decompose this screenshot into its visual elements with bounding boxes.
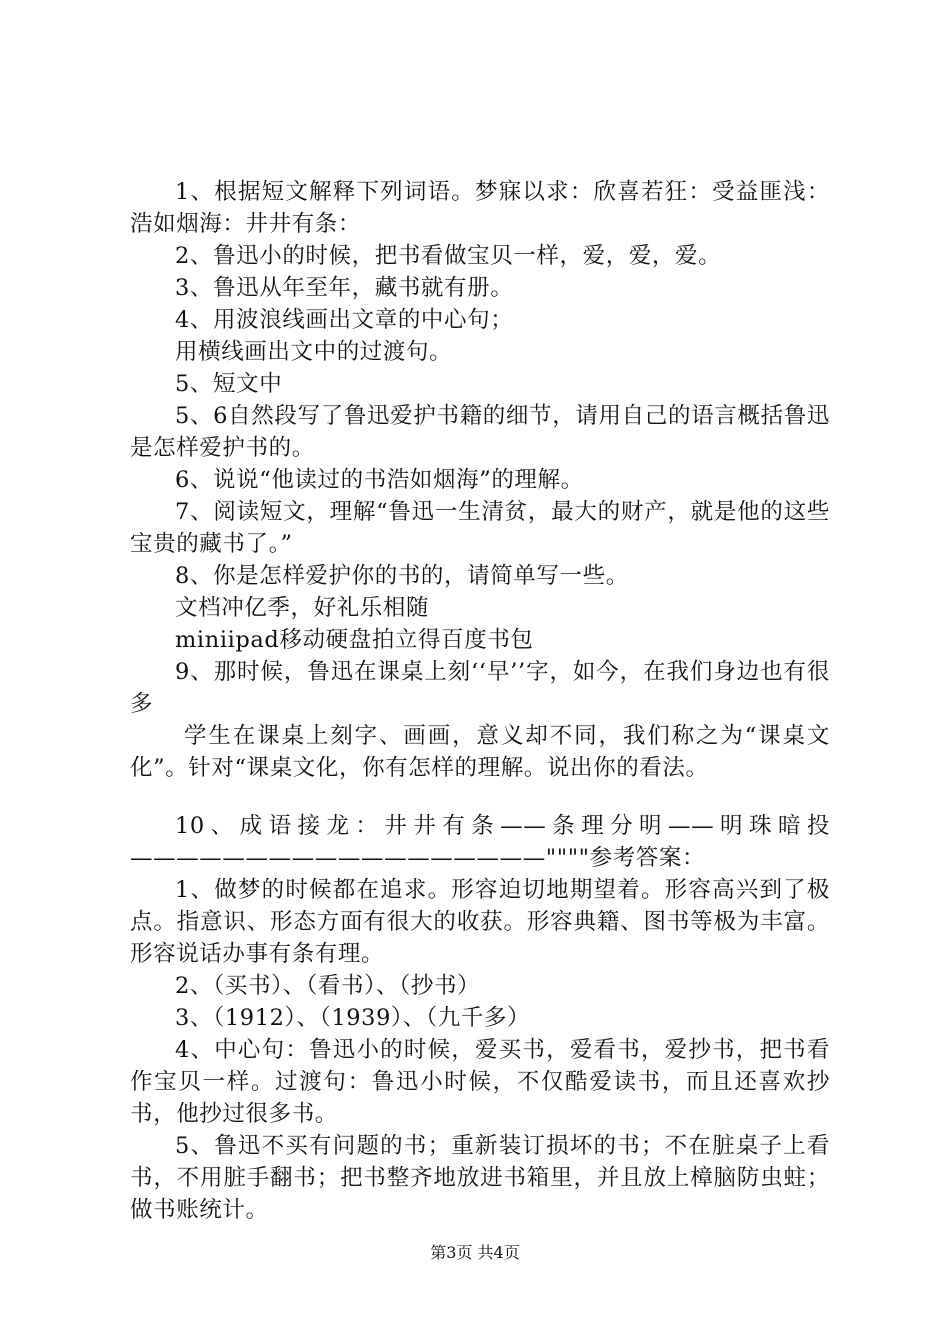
question-4: 4、用波浪线画出文章的中心句； bbox=[175, 307, 514, 333]
question-10: 10、成语接龙：井井有条——条理分明——明珠暗投——————————————————""""参考答案： bbox=[130, 813, 830, 871]
question-9: 9、那时候，鲁迅在课桌上刻‘‘早’’字，如今，在我们身边也有很多 bbox=[130, 659, 830, 717]
page-number: 第3页 共4页 bbox=[430, 1243, 520, 1262]
question-9-continued: 学生在课桌上刻字、画画，意义却不同，我们称之为“课桌文化”。针对“课桌文化，你有怎样的理解。说出你的看法。 bbox=[130, 723, 830, 781]
document-body bbox=[130, 176, 830, 1226]
question-2: 2、鲁迅小的时候，把书看做宝贝一样，爱，爱，爱。 bbox=[175, 243, 722, 269]
answer-4: 4、中心句：鲁迅小的时候，爱买书，爱看书，爱抄书，把书看作宝贝一样。过渡句：鲁迅小时候，不仅酷爱读书，而且还喜欢抄书，他抄过很多书。 bbox=[130, 1037, 830, 1127]
question-5: 5、短文中 bbox=[175, 371, 283, 397]
question-3: 3、鲁迅从年至年，藏书就有册。 bbox=[175, 275, 514, 301]
question-8: 8、你是怎样爱护你的书的，请简单写一些。 bbox=[175, 563, 629, 589]
question-5-continued: 5、6自然段写了鲁迅爱护书籍的细节，请用自己的语言概括鲁迅是怎样爱护书的。 bbox=[130, 403, 830, 461]
question-7: 7、阅读短文，理解“鲁迅一生清贫，最大的财产，就是他的这些宝贵的藏书了。” bbox=[130, 499, 830, 557]
answer-3: 3、（1912）、（1939）、（九千多） bbox=[175, 1005, 531, 1031]
answer-5: 5、鲁迅不买有问题的书；重新装订损坏的书；不在脏桌子上看书，不用脏手翻书；把书整齐地放进书箱里，并且放上樟脑防虫蛀；做书账统计。 bbox=[130, 1133, 830, 1223]
question-1: 1、根据短文解释下列词语。梦寐以求：欣喜若狂：受益匪浅：浩如烟海：井井有条： bbox=[130, 179, 830, 237]
question-4-continued: 用横线画出文中的过渡句。 bbox=[175, 339, 453, 365]
answer-1: 1、做梦的时候都在追求。形容迫切地期望着。形容高兴到了极点。指意识、形态方面有很大的收获。形容典籍、图书等极为丰富。形容说话办事有条有理。 bbox=[130, 877, 830, 967]
ad-line-1: 文档冲亿季，好礼乐相随 bbox=[175, 595, 430, 621]
question-6: 6、说说“他读过的书浩如烟海”的理解。 bbox=[175, 467, 584, 493]
answer-2: 2、（买书）、（看书）、（抄书） bbox=[175, 973, 481, 999]
ad-line-2: miniipad移动硬盘拍立得百度书包 bbox=[175, 627, 534, 653]
